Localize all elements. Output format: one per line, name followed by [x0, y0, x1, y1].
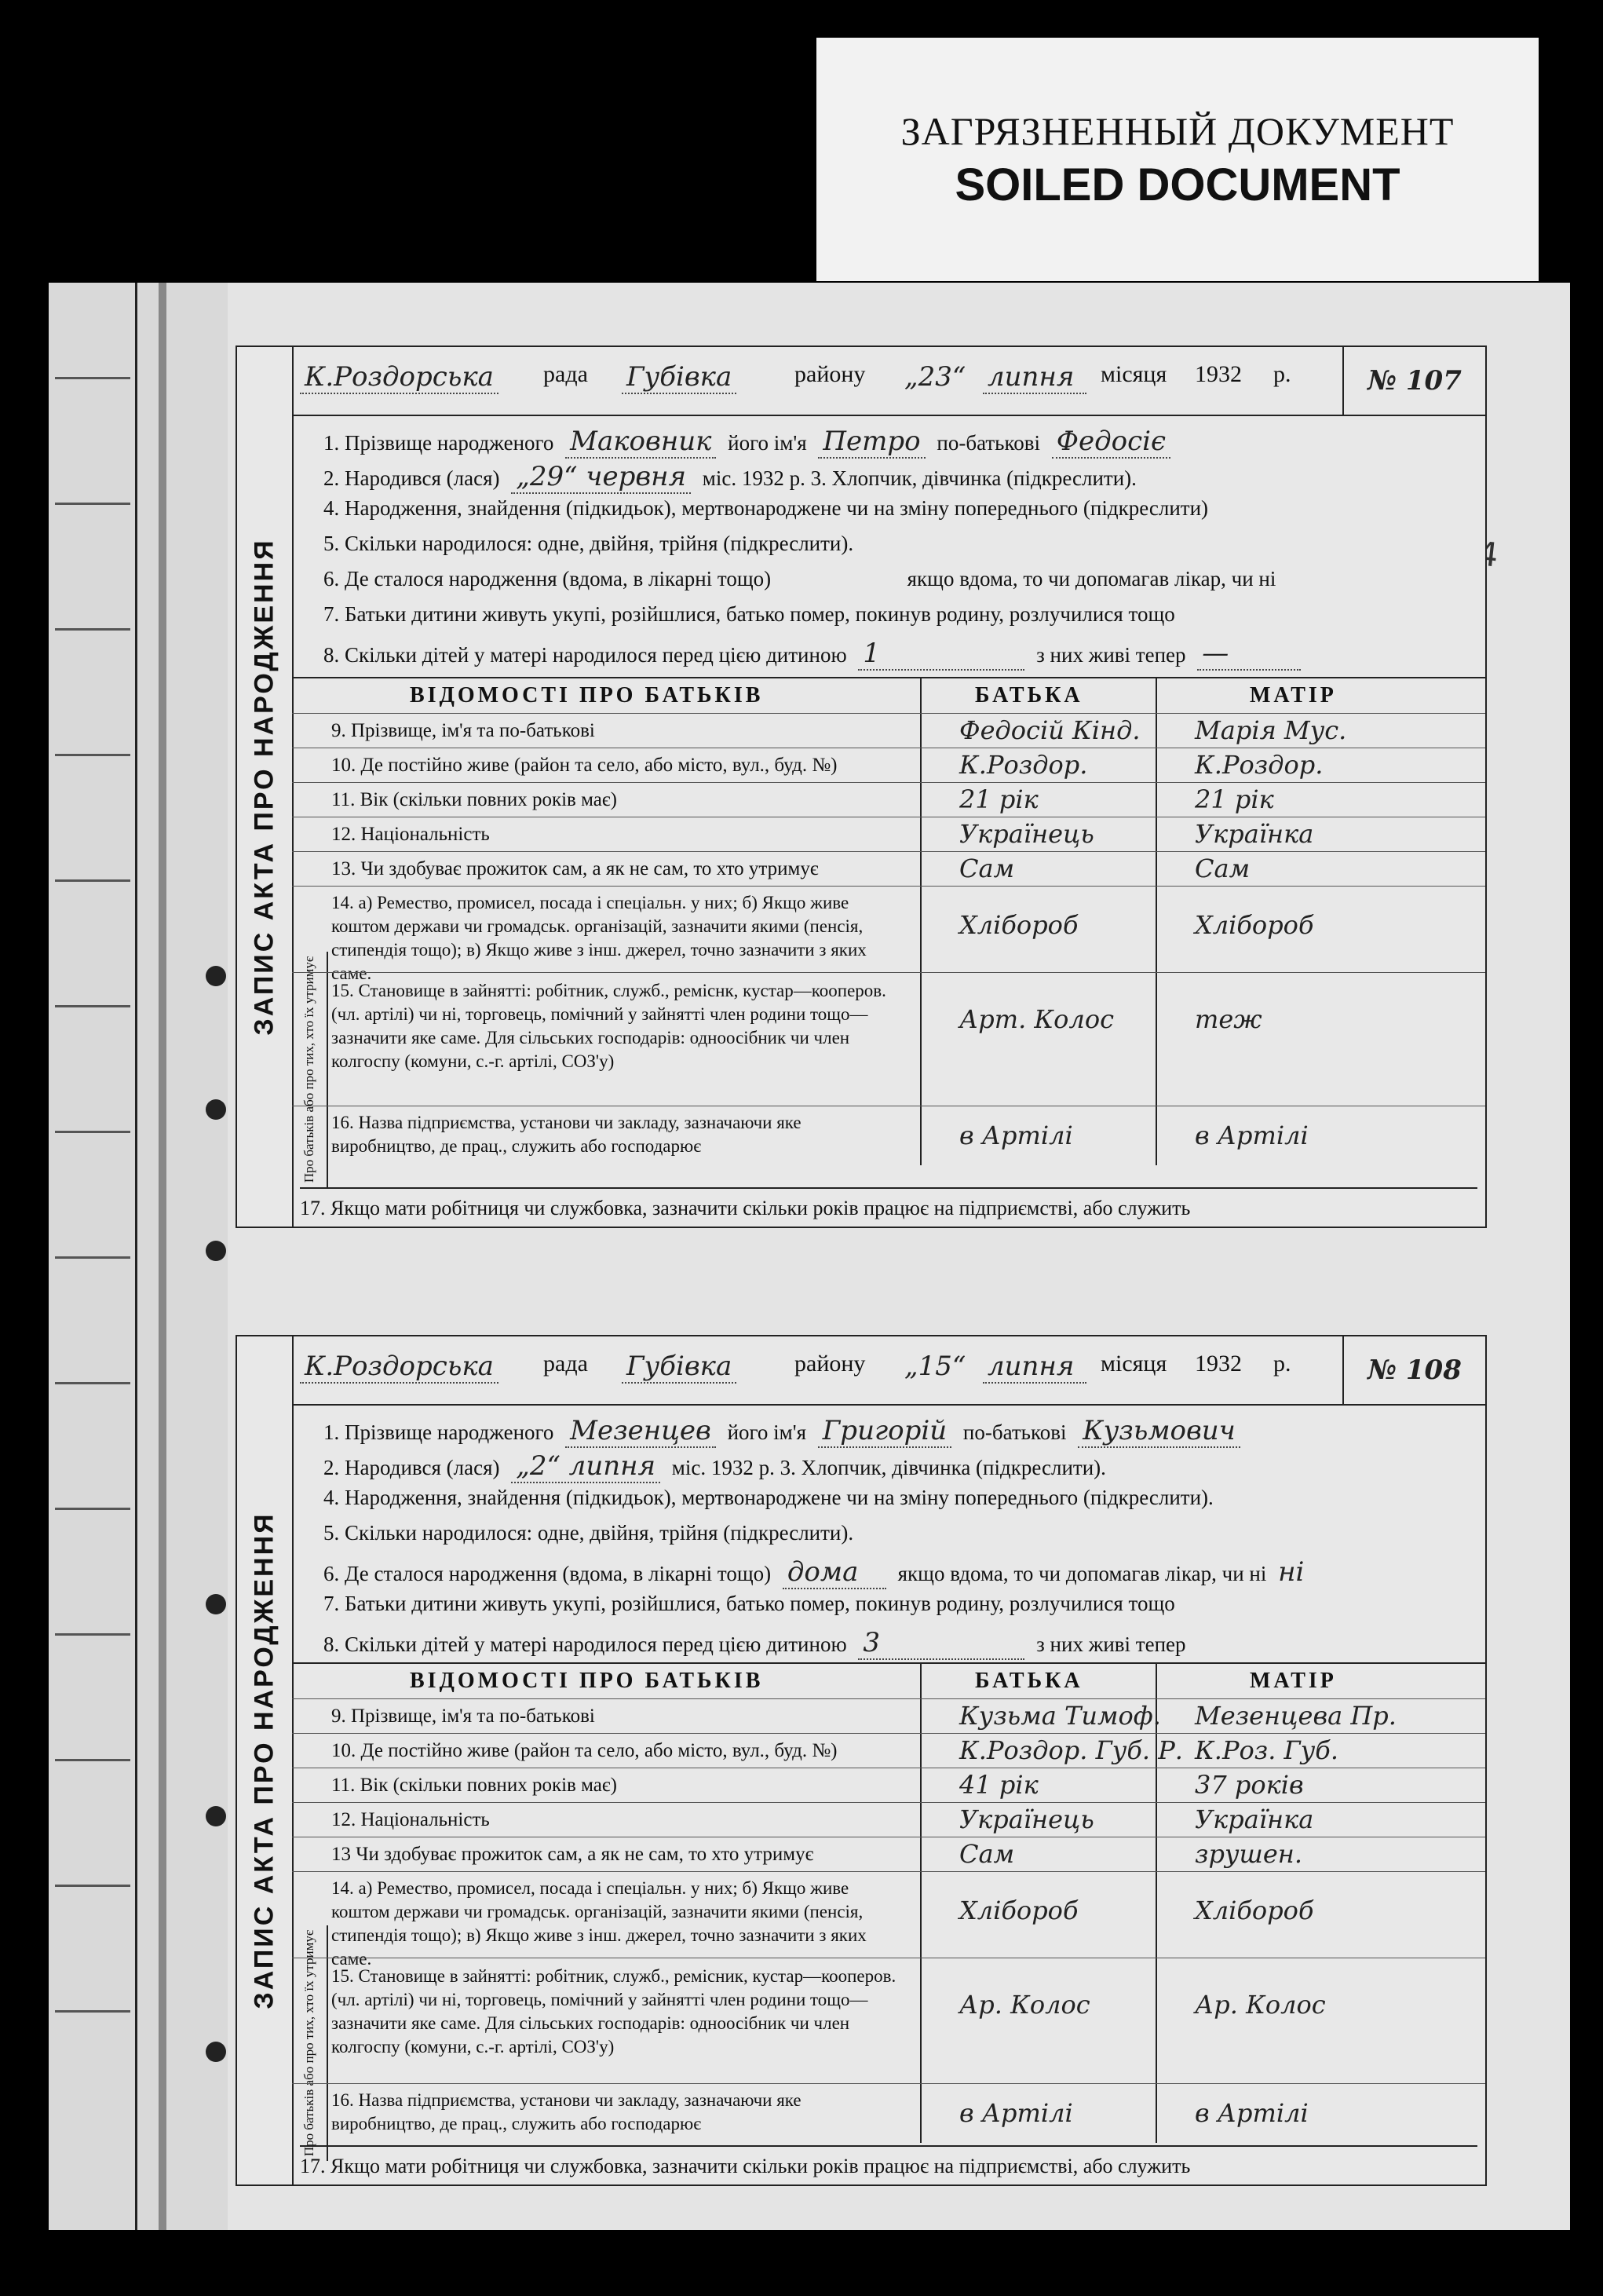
- row-text: Батьки дитини живуть укупі, розійшлися, батько помер, покинув родину, розлучилися тощо: [345, 602, 1175, 626]
- father-value: Кузьма Тимоф.: [959, 1701, 1161, 1731]
- table-header-father: БАТЬКА: [975, 683, 1083, 707]
- father-value: в Артілі: [959, 2098, 1073, 2128]
- row-text: з них живі тепер: [1036, 1632, 1186, 1656]
- father-value: К.Роздор. Губ. Р.: [959, 1735, 1183, 1765]
- spine-rule: [55, 2010, 130, 2013]
- row-number: 2.: [323, 1456, 340, 1479]
- row-6: [323, 567, 1477, 591]
- spine-rule: [55, 1759, 130, 1761]
- vertical-title: ЗАПИС АКТА ПРО НАРОДЖЕННЯ: [249, 538, 279, 1036]
- table-row: [292, 2083, 1485, 2144]
- punch-hole: [206, 1241, 226, 1261]
- mother-value: зрушен.: [1195, 1839, 1302, 1869]
- day-value: „15“: [904, 1351, 966, 1382]
- row-text: його ім'я: [727, 1420, 807, 1444]
- mother-value: Марія Мус.: [1195, 715, 1347, 745]
- row-1: [323, 1415, 1477, 1448]
- father-value: Хлібороб: [959, 910, 1079, 940]
- spine-rule: [55, 1633, 130, 1636]
- children-alive-value: —: [1197, 638, 1301, 671]
- parents-side-label: Про батьків або про тих, хто їх утримує: [301, 956, 316, 1183]
- soiled-label-en: SOILED DOCUMENT: [955, 159, 1400, 210]
- table-row-label: 15. Становище в зайнятті: робітник, служб., реміснк, кустар—кооперов. (чл. артілі) чи ні, торговець, помічний у зайнятті член родини тощо—зазначити яке саме. Для сільських господарів: одноосібник чи член колгоспу (комуни, с.-г. артілі, СОЗ'у): [331, 981, 886, 1071]
- row-text: Скільки дітей у матері народилося перед цією дитиною: [345, 1632, 847, 1656]
- year-value: 1932: [1195, 361, 1242, 387]
- table-row: [292, 1698, 1485, 1734]
- spine-rule: [55, 1131, 130, 1133]
- birth-date-value: „29“ червня: [511, 461, 691, 494]
- mother-value: Сам: [1195, 854, 1251, 883]
- table-row-label: 16. Назва підприємства, установи чи закладу, зазначаючи яке виробництво, де прац., служить або господарює: [331, 2090, 802, 2133]
- mother-value: теж: [1195, 1004, 1262, 1034]
- row-number: 5.: [323, 532, 340, 555]
- mother-value: 37 років: [1195, 1770, 1304, 1800]
- row-8: [323, 1627, 1477, 1660]
- spine-rule: [55, 879, 130, 882]
- row-2: [323, 1450, 1477, 1483]
- table-row-label: 14. а) Ремество, промисел, посада і спеціальн. у них; б) Якщо живе коштом держави чи громадськ. організацій, зазначити якими (пенсія, стипендія тощо); в) Якщо живе з інш. джерел, точно зазначити з яких саме.: [331, 1878, 867, 1969]
- row-number: 7.: [323, 602, 340, 626]
- spine-rule: [55, 1508, 130, 1510]
- spine-rule: [55, 1005, 130, 1007]
- row-4: [323, 1486, 1477, 1510]
- row-7: [323, 1592, 1477, 1616]
- row-number: 4.: [323, 1486, 340, 1509]
- record-header: [292, 1336, 1485, 1406]
- surname-value: Маковник: [565, 426, 716, 459]
- row-number: 1.: [323, 1420, 340, 1444]
- table-row-label: 10. Де постійно живе (район та село, або місто, вул., буд. №): [331, 755, 838, 776]
- table-row-label: 13. Чи здобуває прожиток сам, а як не сам, то хто утримує: [331, 858, 819, 879]
- name-value: Петро: [818, 426, 925, 459]
- month-value: липня: [983, 1351, 1086, 1384]
- mother-value: 21 рік: [1195, 784, 1274, 814]
- binder-line: [159, 283, 166, 2230]
- row-text: Скільки народилося: одне, двійня, трійня (підкреслити).: [345, 532, 854, 555]
- row-number: 5.: [323, 1521, 340, 1545]
- children-before-value: 1: [858, 638, 1024, 671]
- patronymic-value: Федосіє: [1052, 426, 1170, 459]
- birth-place-value: дома: [783, 1556, 886, 1589]
- row-1: [323, 426, 1477, 459]
- punch-hole: [206, 1806, 226, 1826]
- vertical-title: ЗАПИС АКТА ПРО НАРОДЖЕННЯ: [249, 1512, 279, 2009]
- row-number: 8.: [323, 1632, 340, 1656]
- patronymic-value: Кузьмович: [1078, 1415, 1240, 1448]
- spine-rule: [55, 628, 130, 631]
- mother-value: Ар. Колос: [1195, 1990, 1326, 2020]
- row-number: 7.: [323, 1592, 340, 1615]
- rada-label: рада: [543, 361, 588, 387]
- row-text: міс. 1932 р. 3. Хлопчик, дівчинка (підкреслити).: [671, 1456, 1106, 1479]
- day-value: „23“: [904, 361, 966, 393]
- district-value: Губівка: [622, 361, 736, 394]
- row-5: [323, 1521, 1477, 1545]
- row-text: по-батькові: [937, 431, 1040, 455]
- table-row-label: 11. Вік (скільки повних років має): [331, 789, 617, 810]
- father-value: Федосій Кінд.: [959, 715, 1141, 745]
- table-row: [292, 851, 1485, 887]
- month-value: липня: [983, 361, 1086, 394]
- spine-rule: [55, 377, 130, 379]
- row-6: [323, 1556, 1477, 1589]
- row-text: якщо вдома, то чи допомагав лікар, чи ні: [907, 567, 1276, 590]
- month-label: місяця: [1101, 1351, 1167, 1377]
- table-row-label: 10. Де постійно живе (район та село, або місто, вул., буд. №): [331, 1740, 838, 1761]
- table-row: [292, 817, 1485, 852]
- table-row-label: 12. Національність: [331, 1809, 490, 1830]
- table-row: [292, 1733, 1485, 1768]
- row-text: Прізвище народженого: [345, 1420, 554, 1444]
- row-text: Прізвище народженого: [345, 431, 554, 455]
- year-value: 1932: [1195, 1351, 1242, 1377]
- father-value: Українець: [959, 1804, 1094, 1834]
- mother-value: Хлібороб: [1195, 1896, 1314, 1925]
- father-value: 21 рік: [959, 784, 1039, 814]
- row-text: Народився (лася): [345, 466, 500, 490]
- father-value: К.Роздор.: [959, 750, 1088, 780]
- row-4: [323, 496, 1477, 521]
- record-number: № 108: [1342, 1336, 1485, 1404]
- mother-value: К.Роз. Губ.: [1195, 1735, 1338, 1765]
- birth-date-value: „2“ липня: [511, 1450, 660, 1483]
- record-number: № 107: [1342, 347, 1485, 415]
- vertical-title-strip: [237, 1336, 294, 2184]
- row-number: 4.: [323, 496, 340, 520]
- row-text: з них живі тепер: [1036, 643, 1186, 667]
- parents-table: [292, 677, 1485, 1165]
- mother-value: в Артілі: [1195, 1121, 1309, 1150]
- row-text: Батьки дитини живуть укупі, розійшлися, батько помер, покинув родину, розлучилися тощо: [345, 1592, 1175, 1615]
- row-number: 2.: [323, 466, 340, 490]
- row-text: Народився (лася): [345, 1456, 500, 1479]
- row-number: 6.: [323, 1562, 340, 1585]
- birth-record-form-108: [236, 1335, 1487, 2186]
- row-8: [323, 638, 1477, 671]
- table-row: [292, 972, 1485, 1106]
- father-value: в Артілі: [959, 1121, 1073, 1150]
- table-row-label: 14. а) Ремество, промисел, посада і спеціальн. у них; б) Якщо живе коштом держави чи громадськ. організацій, зазначити якими (пенсія, стипендія тощо); в) Якщо живе з інш. джерел, точно зазначити з яких саме.: [331, 893, 867, 983]
- punch-hole: [206, 2042, 226, 2062]
- soiled-label-ru: ЗАГРЯЗНЕННЫЙ ДОКУМЕНТ: [900, 108, 1455, 153]
- table-row-label: 9. Прізвище, ім'я та по-батькові: [331, 720, 595, 741]
- parents-table: [292, 1662, 1485, 2143]
- table-header-label: ВІДОМОСТІ ПРО БАТЬКІВ: [410, 683, 764, 707]
- father-value: Хлібороб: [959, 1896, 1079, 1925]
- month-label: місяця: [1101, 361, 1167, 387]
- punch-hole: [206, 1099, 226, 1120]
- row-number: 8.: [323, 643, 340, 667]
- mother-value: в Артілі: [1195, 2098, 1309, 2128]
- year-suffix: р.: [1273, 1351, 1291, 1377]
- mother-value: К.Роздор.: [1195, 750, 1324, 780]
- row-text: Народження, знайдення (підкидьок), мертвонароджене чи на зміну попереднього (підкреслити): [345, 496, 1209, 520]
- surname-value: Мезенцев: [565, 1415, 716, 1448]
- spine-rule: [55, 1256, 130, 1259]
- row-17: 17. Якщо мати робітниця чи службовка, зазначити скільки років працює на підприємстві, або служить: [300, 2145, 1477, 2178]
- spine-rule: [55, 503, 130, 505]
- children-before-value: 3: [858, 1627, 1024, 1660]
- table-row: [292, 1768, 1485, 1803]
- punch-hole: [206, 966, 226, 986]
- row-text: Народження, знайдення (підкидьок), мертвонароджене чи на зміну попереднього (підкреслити).: [345, 1486, 1214, 1509]
- table-row-label: 11. Вік (скільки повних років має): [331, 1775, 617, 1796]
- table-header-father: БАТЬКА: [975, 1669, 1083, 1693]
- mother-value: Українка: [1195, 819, 1314, 849]
- table-row: [292, 1802, 1485, 1837]
- row-text: його ім'я: [728, 431, 807, 455]
- district-label: району: [794, 361, 866, 387]
- mother-value: Українка: [1195, 1804, 1314, 1834]
- vertical-title-strip: [237, 347, 294, 1227]
- record-header: [292, 347, 1485, 416]
- district-label: району: [794, 1351, 866, 1377]
- father-value: Сам: [959, 1839, 1015, 1869]
- table-header-label: ВІДОМОСТІ ПРО БАТЬКІВ: [410, 1669, 764, 1693]
- row-text: Скільки дітей у матері народилося перед цією дитиною: [345, 643, 847, 667]
- table-row: [292, 1106, 1485, 1166]
- soiled-label-card: [816, 38, 1539, 281]
- father-value: Арт. Колос: [959, 1004, 1114, 1034]
- row-text: Де сталося народження (вдома, в лікарні тощо): [345, 1562, 772, 1585]
- father-value: 41 рік: [959, 1770, 1039, 1800]
- table-row: [292, 782, 1485, 817]
- row-17: 17. Якщо мати робітниця чи службовка, зазначити скільки років працює на підприємстві, або служить: [300, 1187, 1477, 1220]
- birth-record-form-107: [236, 345, 1487, 1228]
- row-text: по-батькові: [962, 1420, 1067, 1444]
- table-row-label: 12. Національність: [331, 824, 490, 845]
- table-row-label: 15. Становище в зайнятті: робітник, служб., ремісник, кустар—кооперов. (чл. артілі) чи ні, торговець, помічний у зайнятті член родини тощо—зазначити яке саме. Для сільських господарів: одноосібник чи член колгоспу (комуни, с.-г. артілі, СОЗ'у): [331, 1966, 896, 2057]
- mother-value: Хлібороб: [1195, 910, 1314, 940]
- table-row: [292, 1871, 1485, 1969]
- father-value: Українець: [959, 819, 1094, 849]
- table-row: [292, 1958, 1485, 2084]
- table-row-label: 9. Прізвище, ім'я та по-батькові: [331, 1706, 595, 1727]
- table-row: [292, 748, 1485, 783]
- mother-value: Мезенцева Пр.: [1195, 1701, 1397, 1731]
- table-header-mother: МАТІР: [1250, 683, 1337, 707]
- council-value: К.Роздорська: [300, 361, 498, 394]
- spine-rule: [55, 1382, 130, 1384]
- row-number: 1.: [323, 431, 340, 455]
- rada-label: рада: [543, 1351, 588, 1377]
- name-value: Григорій: [818, 1415, 951, 1448]
- row-number: 6.: [323, 567, 340, 590]
- row-7: [323, 602, 1477, 627]
- doctor-value: ні: [1278, 1556, 1305, 1588]
- district-value: Губівка: [622, 1351, 736, 1384]
- parents-side-label: Про батьків або про тих, хто їх утримує: [301, 1929, 316, 2157]
- spine-rule: [55, 1885, 130, 1887]
- table-row-label: 16. Назва підприємства, установи чи закладу, зазначаючи яке виробництво, де прац., служить або господарює: [331, 1113, 802, 1156]
- table-header-mother: МАТІР: [1250, 1669, 1337, 1693]
- row-text: Де сталося народження (вдома, в лікарні тощо): [345, 567, 772, 590]
- row-text: міс. 1932 р. 3. Хлопчик, дівчинка (підкреслити).: [702, 466, 1137, 490]
- father-value: Ар. Колос: [959, 1990, 1090, 2020]
- spine-edge: [135, 283, 137, 2230]
- council-value: К.Роздорська: [300, 1351, 498, 1384]
- table-row: [292, 713, 1485, 748]
- spine-rule: [55, 754, 130, 756]
- punch-hole: [206, 1594, 226, 1614]
- row-text: якщо вдома, то чи допомагав лікар, чи ні: [897, 1562, 1267, 1585]
- table-row-label: 13 Чи здобуває прожиток сам, а як не сам, то хто утримує: [331, 1844, 814, 1865]
- father-value: Сам: [959, 854, 1015, 883]
- row-text: Скільки народилося: одне, двійня, трійня (підкреслити).: [345, 1521, 854, 1545]
- row-2: [323, 461, 1477, 494]
- table-row: [292, 886, 1485, 983]
- table-row: [292, 1837, 1485, 1872]
- year-suffix: р.: [1273, 361, 1291, 387]
- row-5: [323, 532, 1477, 556]
